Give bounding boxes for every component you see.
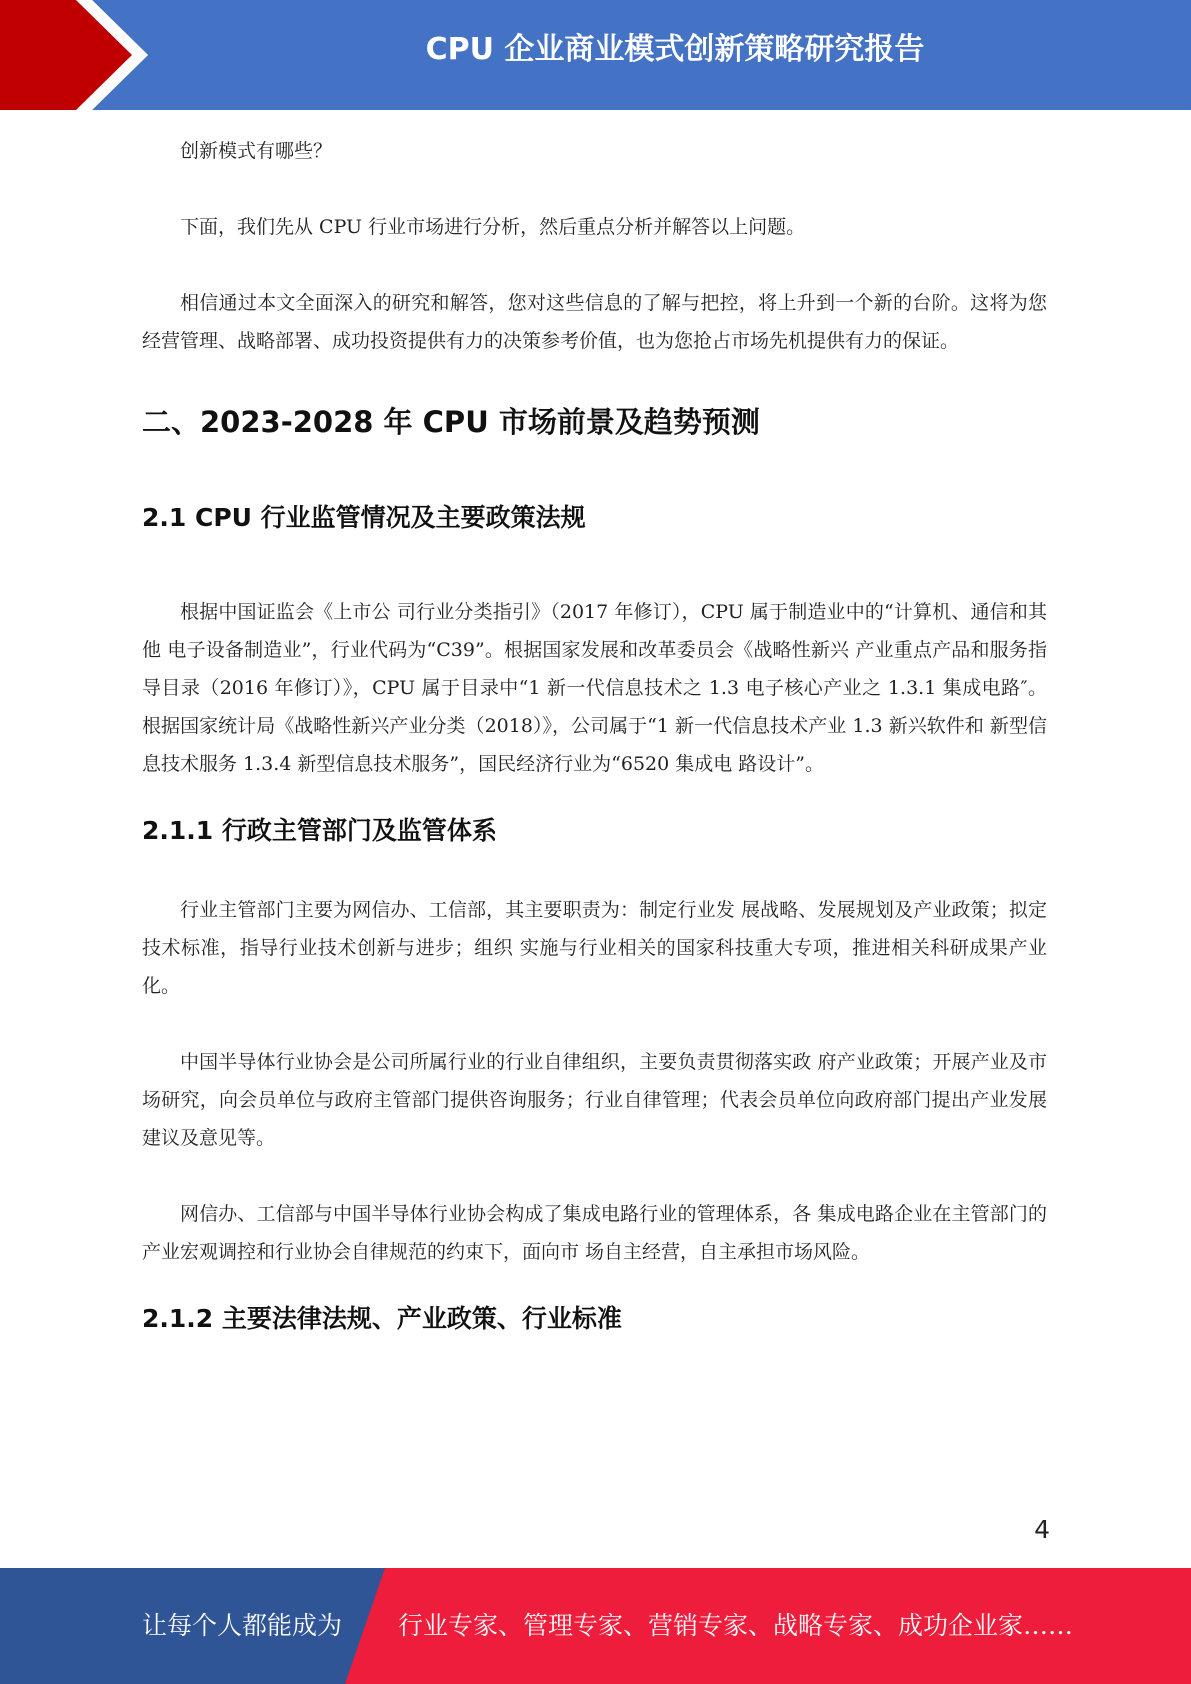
- paragraph: 下面，我们先从 CPU 行业市场进行分析，然后重点分析并解答以上问题。: [180, 216, 806, 238]
- paragraph: 创新模式有哪些？: [180, 140, 333, 162]
- subsection-heading: 2.1.2 主要法律法规、产业政策、行业标准: [142, 1304, 622, 1333]
- paragraph: 相信通过本文全面深入的研究和解答，您对这些信息的了解与把控，将上升到一个新的台阶。这将为您经营管理、战略部署、成功投资提供有力的决策参考价值，也为您抢占市场先机提供有力的保证。: [142, 292, 1047, 352]
- document-title: CPU 企业商业模式创新策略研究报告: [425, 32, 925, 67]
- paragraph: 行业主管部门主要为网信办、工信部，其主要职责为：制定行业发 展战略、发展规划及产业政策；拟定技术标准，指导行业技术创新与进步；组织 实施与行业相关的国家科技重大专项，推进相关科研成果产业化。: [142, 899, 1047, 997]
- paragraph: 根据中国证监会《上市公 司行业分类指引》（2017 年修订），CPU 属于制造业中的“计算机、通信和其他 电子设备制造业”，行业代码为“C39”。根据国家发展和改革委员会《战略性新兴 产业重点产品和服务指导目录（2016 年修订）》，CPU 属于目录中“1 新一代信息技术之 1.3 电子核心产业之 1.3.1 集成电路″。根据国家统计局《战略性新兴产业分类（2018）》，公司属于“1 新一代信息技术产业 1.3 新兴软件和 新型信息技术服务 1.3.4 新型信息技术服务”，国民经济行业为“6520 集成电 路设计”。: [142, 601, 1047, 775]
- paragraph: 网信办、工信部与中国半导体行业协会构成了集成电路行业的管理体系，各 集成电路企业在主管部门的产业宏观调控和行业协会自律规范的约束下，面向市 场自主经营，自主承担市场风险。: [142, 1203, 1047, 1263]
- document-body: [142, 132, 1047, 1337]
- footer-slogan-right: 行业专家、管理专家、营销专家、战略专家、成功企业家……: [398, 1611, 1074, 1640]
- page-footer: [0, 1568, 1191, 1684]
- page-header: [0, 0, 1191, 110]
- section-heading: 二、2023-2028 年 CPU 市场前景及趋势预测: [142, 405, 760, 439]
- footer-slogan-left: 让每个人都能成为: [142, 1611, 343, 1640]
- header-red-arrow-decoration: [0, 0, 160, 110]
- page-number: 4: [1034, 1515, 1050, 1544]
- subsection-heading: 2.1 CPU 行业监管情况及主要政策法规: [142, 503, 586, 532]
- subsection-heading: 2.1.1 行政主管部门及监管体系: [142, 816, 497, 845]
- paragraph: 中国半导体行业协会是公司所属行业的行业自律组织，主要负责贯彻落实政 府产业政策；开展产业及市场研究，向会员单位与政府主管部门提供咨询服务；行业自律管理；代表会员单位向政府部门提出产业发展建议及意见等。: [142, 1051, 1047, 1149]
